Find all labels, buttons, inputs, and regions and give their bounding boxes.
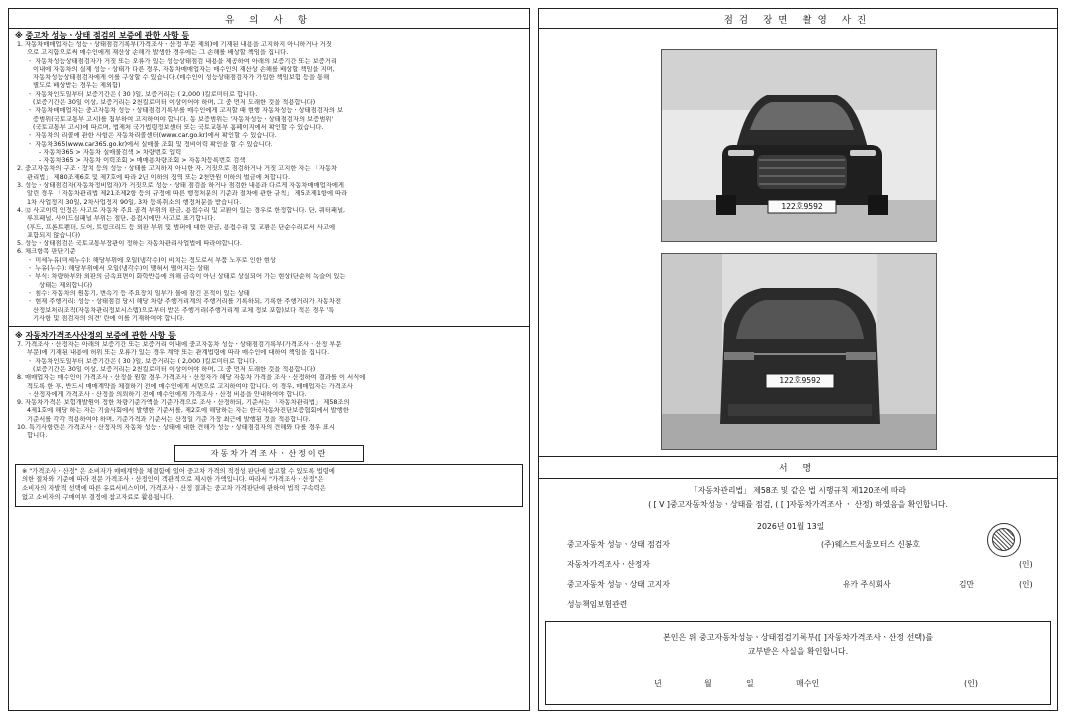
signature-date: 2026년 01월 13일 — [757, 522, 825, 531]
notice-line: 관리법」 제80조제6호 및 제7호에 따라 2년 이하의 징역 또는 2천만원 이하의 벌금에 처합니다. — [27, 173, 291, 181]
notice-line: 합니다. — [27, 432, 48, 440]
buyer-label: 매수인 — [796, 679, 820, 688]
confirm-line-1: 본인은 위 중고자동차성능ㆍ상태점검기록부([ ]자동차가격조사ㆍ산정 선택)를 — [663, 633, 933, 642]
definition-line: 없고 소비자의 구매여부 결정에 참고자료로 활용됩니다. — [22, 494, 174, 502]
notice-line: 7. 가격조사ㆍ산정자는 아래의 보증기간 또는 보증거리 이내에 중고자동차 성능ㆍ상태점검기록부(가격조사ㆍ산정 부문 — [17, 341, 342, 349]
notice-line: - 자동차365 > 자동차 실매물검색 > 차량번호 입력 — [39, 148, 182, 156]
section1-heading — [9, 29, 529, 41]
notice-line: - 자동차365 > 자동차 이력조회 > 매매용차량조회 > 자동차등록번호 검색 — [39, 157, 246, 165]
notice-line: 으로 고지함으로써 매수인에게 재산상 손해가 발생한 경우에는 그 손해를 배상할 책임을 집니다. — [27, 49, 289, 57]
notice-line: 3. 성능ㆍ상태점검자(자동차정비업자)가 거짓으로 성능ㆍ상태 점검을 하거나 점검한 내용과 다르게 자동차매매업자에게 — [17, 182, 344, 190]
notice-line: 1차 사업정지 30일, 2차사업정지 90일, 3차 등록취소의 행정처분을 받습니다. — [27, 198, 242, 206]
notice-line: 9. 자동차가격은 보험개발원이 정한 차량기준가액을 기준가격으로 조사ㆍ산정하되, 기준서는 「자동차관리법」 제58조의 — [17, 399, 350, 407]
notice-line: 알린 경우 「자동차관리법 제21조제2항 등의 규정에 따른 행정처분의 기준과 절차에 관한 규칙」 제5조제1항에 따라 — [27, 190, 348, 198]
confirm-month: 월 — [704, 679, 712, 688]
front-car-icon — [662, 50, 937, 242]
signature-statement-1: 「자동차관리법」 제58조 및 같은 법 시행규칙 제120조에 따라 — [690, 486, 906, 495]
confirm-line-2: 교부받은 사실을 확인합니다. — [747, 647, 849, 656]
buyer-seal: (인) — [964, 679, 978, 688]
appraiser-seal: (인) — [1019, 560, 1033, 569]
appraisal-definition-title: 자동차가격조사ㆍ산정이란 — [174, 445, 364, 462]
notice-line: 4제1호에 해당 하는 자는 기술사회에서 발행한 기준서를, 제2호에 해당하는 자는 한국자동차진단보증협회에서 발행한 — [27, 407, 349, 415]
notice-line: 기준서를 각각 적용하여야 하며, 기준가격과 기준서는 산정일 기준 가장 최근에 발행된 것을 적용합니다. — [27, 415, 311, 423]
notice-line: 루프패널, 사이드실패널 부위는 절단, 용접시에만 사고로 표기합니다. — [27, 215, 216, 223]
rear-license-plate: 122호9592 — [779, 376, 821, 385]
section1-title: 중고차 성능ㆍ상태 점검의 보증에 관한 사항 등 — [25, 31, 190, 40]
notice-line: ㆍ 침수: 자동차의 원동기, 변속기 등 주요장치 일부가 물에 잠긴 흔적이 있는 상태 — [27, 289, 250, 297]
notice-line: ㆍ산정자에게 가격조사ㆍ산정을 의뢰하기 전에 매수인에게 가격조사ㆍ산정 비용을 안내하여야 합니다. — [27, 390, 307, 398]
notice-line: 산정보처리조직(자동차관리정보시스템)으로부터 받은 주행거리(주행거리계 교체 정보 포함)보다 적은 경우 '특 — [33, 306, 335, 314]
notice-line: ㆍ 자동차성능상태점검자가 거짓 또는 오류가 있는 성능상태점검 내용을 제공하여 아래의 보증기간 또는 보증거리 — [27, 57, 337, 65]
notice-line: ㆍ 자동차인도일부터 보증기간은 ( 30 )일, 보증거리는 ( 2,000 )킬로미터로 합니다. — [27, 357, 258, 365]
section2-mark: ※ — [15, 331, 23, 341]
notice-line: 6. 체크항목 판단기준 — [17, 248, 76, 256]
rear-car-photo — [661, 253, 937, 450]
notice-line: 8. 매매업자는 매수인이 가격조사ㆍ산정을 원할 경우 가격조사ㆍ산정자가 해당 자동차 가격을 조사ㆍ산정하여 결과를 이 서식에 — [17, 374, 366, 382]
notice-line: (보증기간은 30일 이상, 보증거리는 2천킬로미터 이상이어야 하며, 그 중 먼저 도래한 것을 적용합니다) — [33, 365, 316, 373]
section-divider — [9, 326, 529, 327]
section1-mark: ※ — [15, 31, 23, 40]
notice-line: 부문)에 기재된 내용에 허위 또는 오류가 있는 경우 계약 또는 관계법령에 따라 매수인에 대하여 책임을 집니다. — [27, 349, 330, 357]
photo-section-title: 점검 장면 촬영 사진 — [539, 9, 1057, 29]
rear-car-icon — [662, 254, 937, 450]
notice-line: ㆍ 현재 주행거리: 성능ㆍ상태점검 당시 해당 차량 주행거리계의 주행거리를 기록하되, 기록한 주행거리가 자동차전 — [27, 298, 342, 306]
confirm-day: 일 — [746, 679, 754, 688]
insurance-label: 성능책임보험관련 — [567, 600, 628, 609]
inspector-label: 중고자동차 성능ㆍ상태 점검자 — [567, 540, 670, 549]
photo-signature-page — [538, 8, 1058, 711]
notice-line: 5. 성능ㆍ상태점검은 국토교통부장관이 정하는 자동차관리사업법에 따라야합니다. — [17, 240, 242, 248]
notice-line: 2. 중고자동차의 구조ㆍ장치 등의 성능ㆍ상태를 고지하지 아니한 자, 거짓으로 점검하거나 거짓 고지한 자는 「자동차 — [17, 165, 338, 173]
notice-line: ㆍ 미세누유(미세누수): 해당부위에 오일(냉각수)이 비치는 정도로서 부품 노후로 인한 현상 — [27, 256, 276, 264]
notice-line: 1. 자동차매매업자는 성능ㆍ상태점검기록부(가격조사ㆍ산정 부문 제외)에 기재된 내용을 고지하지 아니하거나 거짓 — [17, 41, 332, 48]
definition-line: 의한 절차와 기준에 따라 전문 가격조사ㆍ산정인이 객관적으로 제시한 가액입니다. 따라서 "가격조사ㆍ산정"은 — [22, 476, 324, 484]
notice-line: ㆍ 자동차365(www.car365.go.kr)에서 실매물 조회 및 정비이력 확인을 할 수 있습니다. — [27, 140, 273, 148]
photo-area — [539, 28, 1057, 456]
notice-line: (보증기간은 30일 이상, 보증거리는 2천킬로미터 이상이어야 하며, 그 중 먼저 도래한 것을 적용합니다) — [33, 99, 316, 107]
notice-line: 10. 특기사항란은 가격조사ㆍ산정자의 자동차 성능ㆍ상태에 대한 견해가 성능ㆍ상태점검자의 견해와 다를 경우 표시 — [17, 424, 335, 432]
notifier-name: 김만 — [959, 580, 975, 589]
notice-line: 자동차성능상태점검자에게 이를 구상할 수 있습니다.(매수인이 성능상태점검자가 가입한 책임보험 등을 통해 — [33, 74, 330, 82]
appraisal-definition-box — [15, 464, 523, 507]
section2-heading — [9, 329, 529, 341]
notice-line: 4. ⑫ 사고이력 인정은 사고로 자동차 주요 골격 부위의 판금, 용접수리 및 교환이 있는 경우로 한정합니다. 단, 쿼터패널, — [17, 206, 346, 214]
company-seal-icon — [987, 523, 1021, 557]
notice-page — [8, 8, 530, 711]
definition-line: ※ "가격조사ㆍ산정" 은 소비자가 매매계약을 체결함에 있어 중고차 가격의 적정성 판단에 참고할 수 있도록 법령에 — [22, 467, 335, 475]
signature-statement-2: ( [ V ]중고자동차성능ㆍ상태를 점검, ( [ ]자동차가격조사 ㆍ 산정) 하였음을 확인합니다. — [648, 500, 948, 509]
section2-body — [9, 341, 529, 441]
inspector-value: (주)웨스트서울모터스 신봉호 — [821, 540, 920, 549]
notifier-seal: (인) — [1019, 580, 1033, 589]
section2-title: 자동차가격조사산정의 보증에 관한 사항 등 — [25, 331, 176, 341]
confirm-year: 년 — [654, 679, 662, 688]
notice-line: 포함되지 않습니다) — [27, 231, 81, 239]
notice-line: ㆍ 자동차의 리콜에 관한 사항은 자동차리콜센터(www.car.go.kr)에서 확인할 수 있습니다. — [27, 132, 277, 140]
definition-line: 소비자의 자발적 선택에 따른 유료서비스이며, 가격조사ㆍ산정 결과는 중고차 가격판단에 관하여 법적 구속력은 — [22, 485, 326, 493]
notice-line: 적도록 한 후, 반드시 매매계약을 체결하기 전에 매수인에게 서면으로 고지하여야 합니다. 이 경우, 매매업자는 가격조사 — [27, 382, 354, 390]
notice-line: 상태는 제외합니다) — [39, 281, 93, 289]
notice-line: (후드, 프론트펜더, 도어, 트렁크리드 등 외판 부위 및 범퍼에 대한 판금, 용접수리 및 교환은 단순수리로서 사고에 — [27, 223, 336, 231]
notice-line: ㆍ 누유(누수): 해당부위에서 오일(냉각수)이 맺혀서 떨어지는 상태 — [27, 265, 210, 273]
notice-line: ㆍ 자동차인도일부터 보증기간은 ( 30 )일, 보증거리는 ( 2,000 )킬로미터로 합니다. — [27, 90, 258, 98]
notice-line: ㆍ 자동차매매업자는 중고자동차 성능ㆍ상태점검기록부를 매수인에게 고지할 때 현행 자동차성능ㆍ상태점검자의 보 — [27, 107, 344, 115]
section1-body — [9, 41, 529, 323]
signature-section-title: 서 명 — [539, 456, 1057, 479]
front-license-plate: 122호9592 — [781, 202, 823, 211]
notice-line: 기사항 및 점검자의 의견' 란에 이를 기재하여야 합니다. — [33, 314, 185, 322]
notice-line: (국토교통부 고시)에 따르며, 법제처 국가법령정보센터 또는 국토교통부 홈페이지에서 확인할 수 있습니다. — [33, 123, 324, 131]
front-car-photo — [661, 49, 937, 242]
buyer-confirmation-box — [545, 621, 1051, 705]
notifier-company: 유카 주식회사 — [843, 580, 891, 589]
notice-line: ㆍ 부식: 차량하부와 외판의 금속표면이 화학반응에 의해 금속이 아닌 상태로 상실되어 가는 현상(단순히 녹슬어 있는 — [27, 273, 346, 281]
notice-line: 별도로 배상받는 경우는 제외함) — [33, 82, 121, 90]
notifier-label: 중고자동차 성능ㆍ상태 고지자 — [567, 580, 670, 589]
notice-title: 유 의 사 항 — [9, 9, 529, 29]
notice-line: 이내에 자동차의 실제 성능ㆍ상태가 다른 경우, 자동차매매업자는 매수인의 재산상 손해를 배상할 책임을 지며, — [33, 65, 335, 73]
appraiser-label: 자동차가격조사ㆍ산정자 — [567, 560, 650, 569]
notice-line: 증범위(국토교통부 고시)를 첨부하여 고지하여야 합니다. 동 보증범위는 '자동차성능ㆍ상태점검자의 보증범위' — [33, 115, 334, 123]
